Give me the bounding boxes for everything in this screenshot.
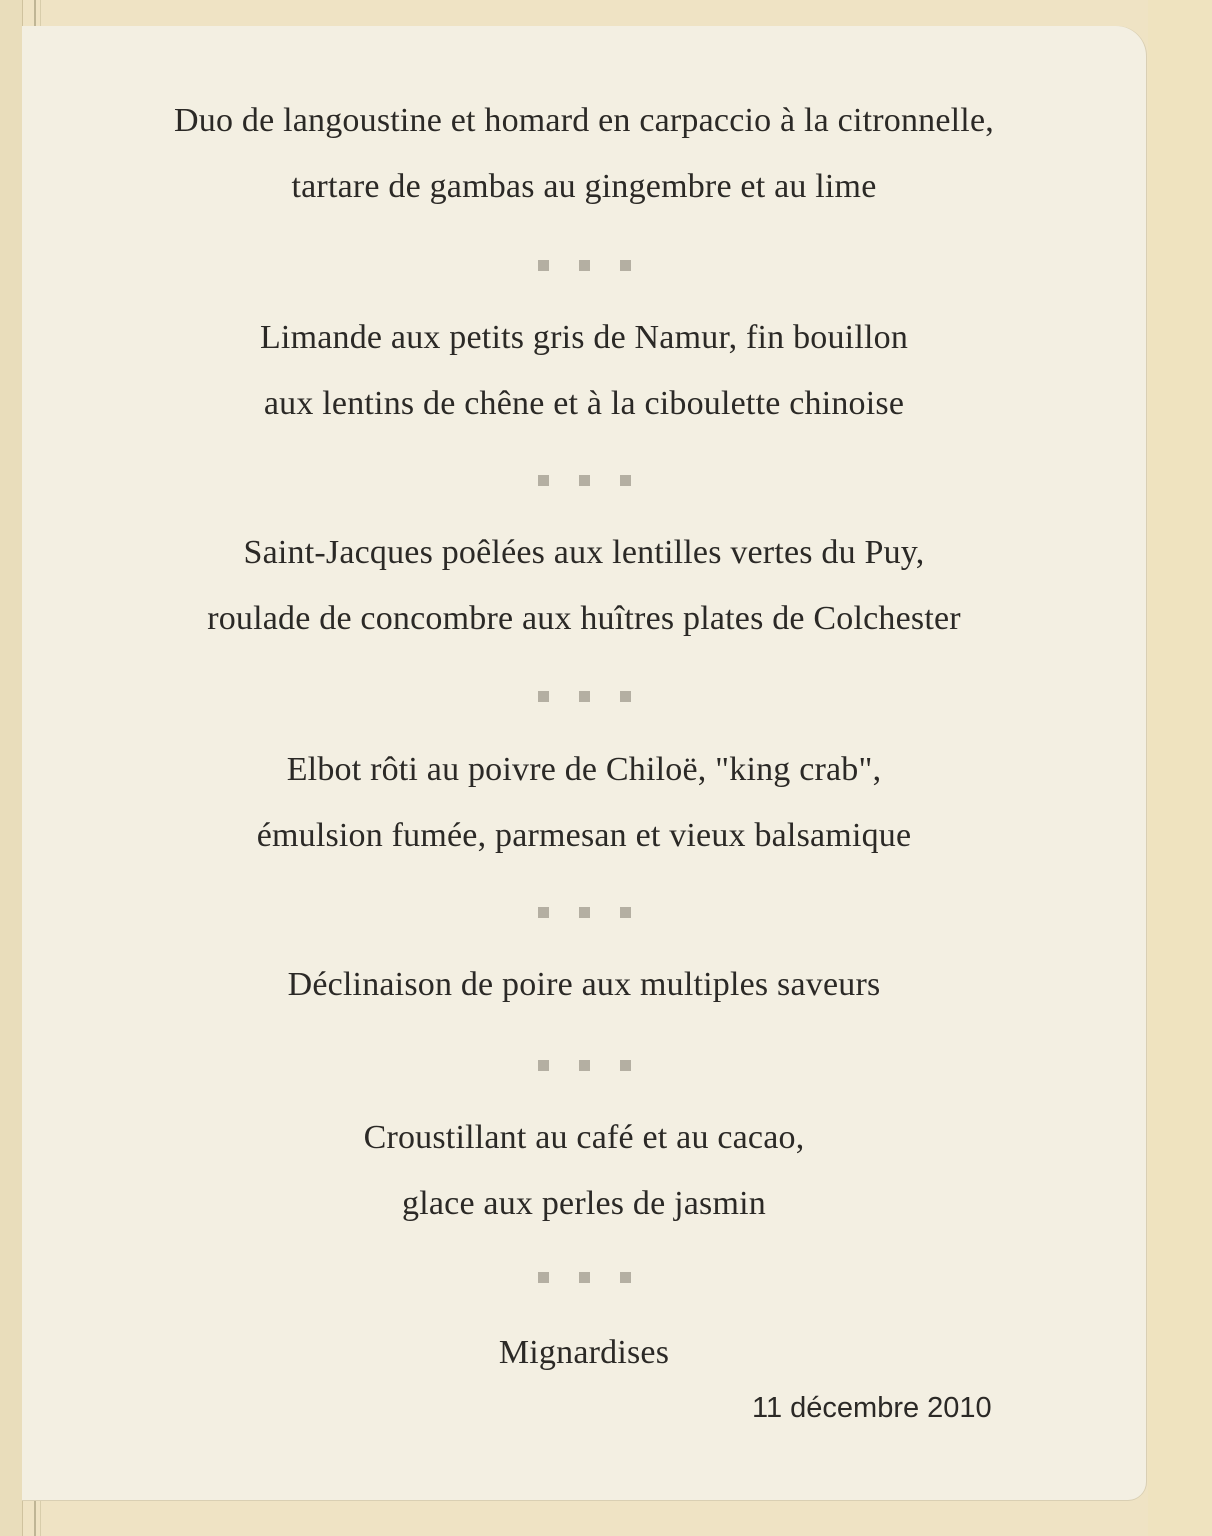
separator-square [620, 475, 631, 486]
separator-square [538, 475, 549, 486]
course-7-line-1: Mignardises [498, 1334, 670, 1371]
course-2-line-1: Limande aux petits gris de Namur, fin bouillon [259, 319, 909, 356]
course-separator [22, 1060, 1146, 1072]
course-4-line-2: émulsion fumée, parmesan et vieux balsamique [256, 817, 912, 854]
separator-square [579, 1272, 590, 1283]
course-5-line-1: Déclinaison de poire aux multiples saveurs [287, 966, 881, 1003]
backing-paper [1148, 0, 1212, 1536]
course-5 [22, 952, 1146, 1018]
course-3-line-2: roulade de concombre aux huîtres plates de Colchester [207, 600, 961, 637]
course-3-line-1: Saint-Jacques poêlées aux lentilles vertes du Puy, [243, 534, 925, 571]
course-separator [22, 1272, 1146, 1284]
course-separator [22, 260, 1146, 272]
separator-square [538, 1060, 549, 1071]
separator-square [579, 907, 590, 918]
menu-card [22, 26, 1146, 1500]
separator-square [620, 907, 631, 918]
separator-square [620, 260, 631, 271]
course-4 [22, 737, 1146, 869]
separator-square [538, 691, 549, 702]
course-6 [22, 1105, 1146, 1237]
separator-square [538, 1272, 549, 1283]
course-2 [22, 305, 1146, 437]
separator-square [620, 1272, 631, 1283]
separator-square [579, 1060, 590, 1071]
course-6-line-2: glace aux perles de jasmin [402, 1185, 766, 1222]
course-6-line-1: Croustillant au café et au cacao, [363, 1119, 805, 1156]
separator-square [620, 691, 631, 702]
separator-square [538, 907, 549, 918]
course-1-line-1: Duo de langoustine et homard en carpaccio à la citronnelle, [174, 102, 994, 139]
course-1 [22, 88, 1146, 220]
menu-date: 11 décembre 2010 [752, 1392, 992, 1424]
course-separator [22, 691, 1146, 703]
separator-square [579, 475, 590, 486]
separator-square [579, 691, 590, 702]
course-2-line-2: aux lentins de chêne et à la ciboulette chinoise [263, 385, 905, 422]
binding-strip [0, 0, 23, 1536]
course-7 [22, 1320, 1146, 1386]
separator-square [538, 260, 549, 271]
course-separator [22, 907, 1146, 919]
separator-square [620, 1060, 631, 1071]
course-separator [22, 475, 1146, 487]
separator-square [579, 260, 590, 271]
course-3 [22, 520, 1146, 652]
course-4-line-1: Elbot rôti au poivre de Chiloë, "king crab", [286, 751, 882, 788]
course-1-line-2: tartare de gambas au gingembre et au lime [291, 168, 877, 205]
